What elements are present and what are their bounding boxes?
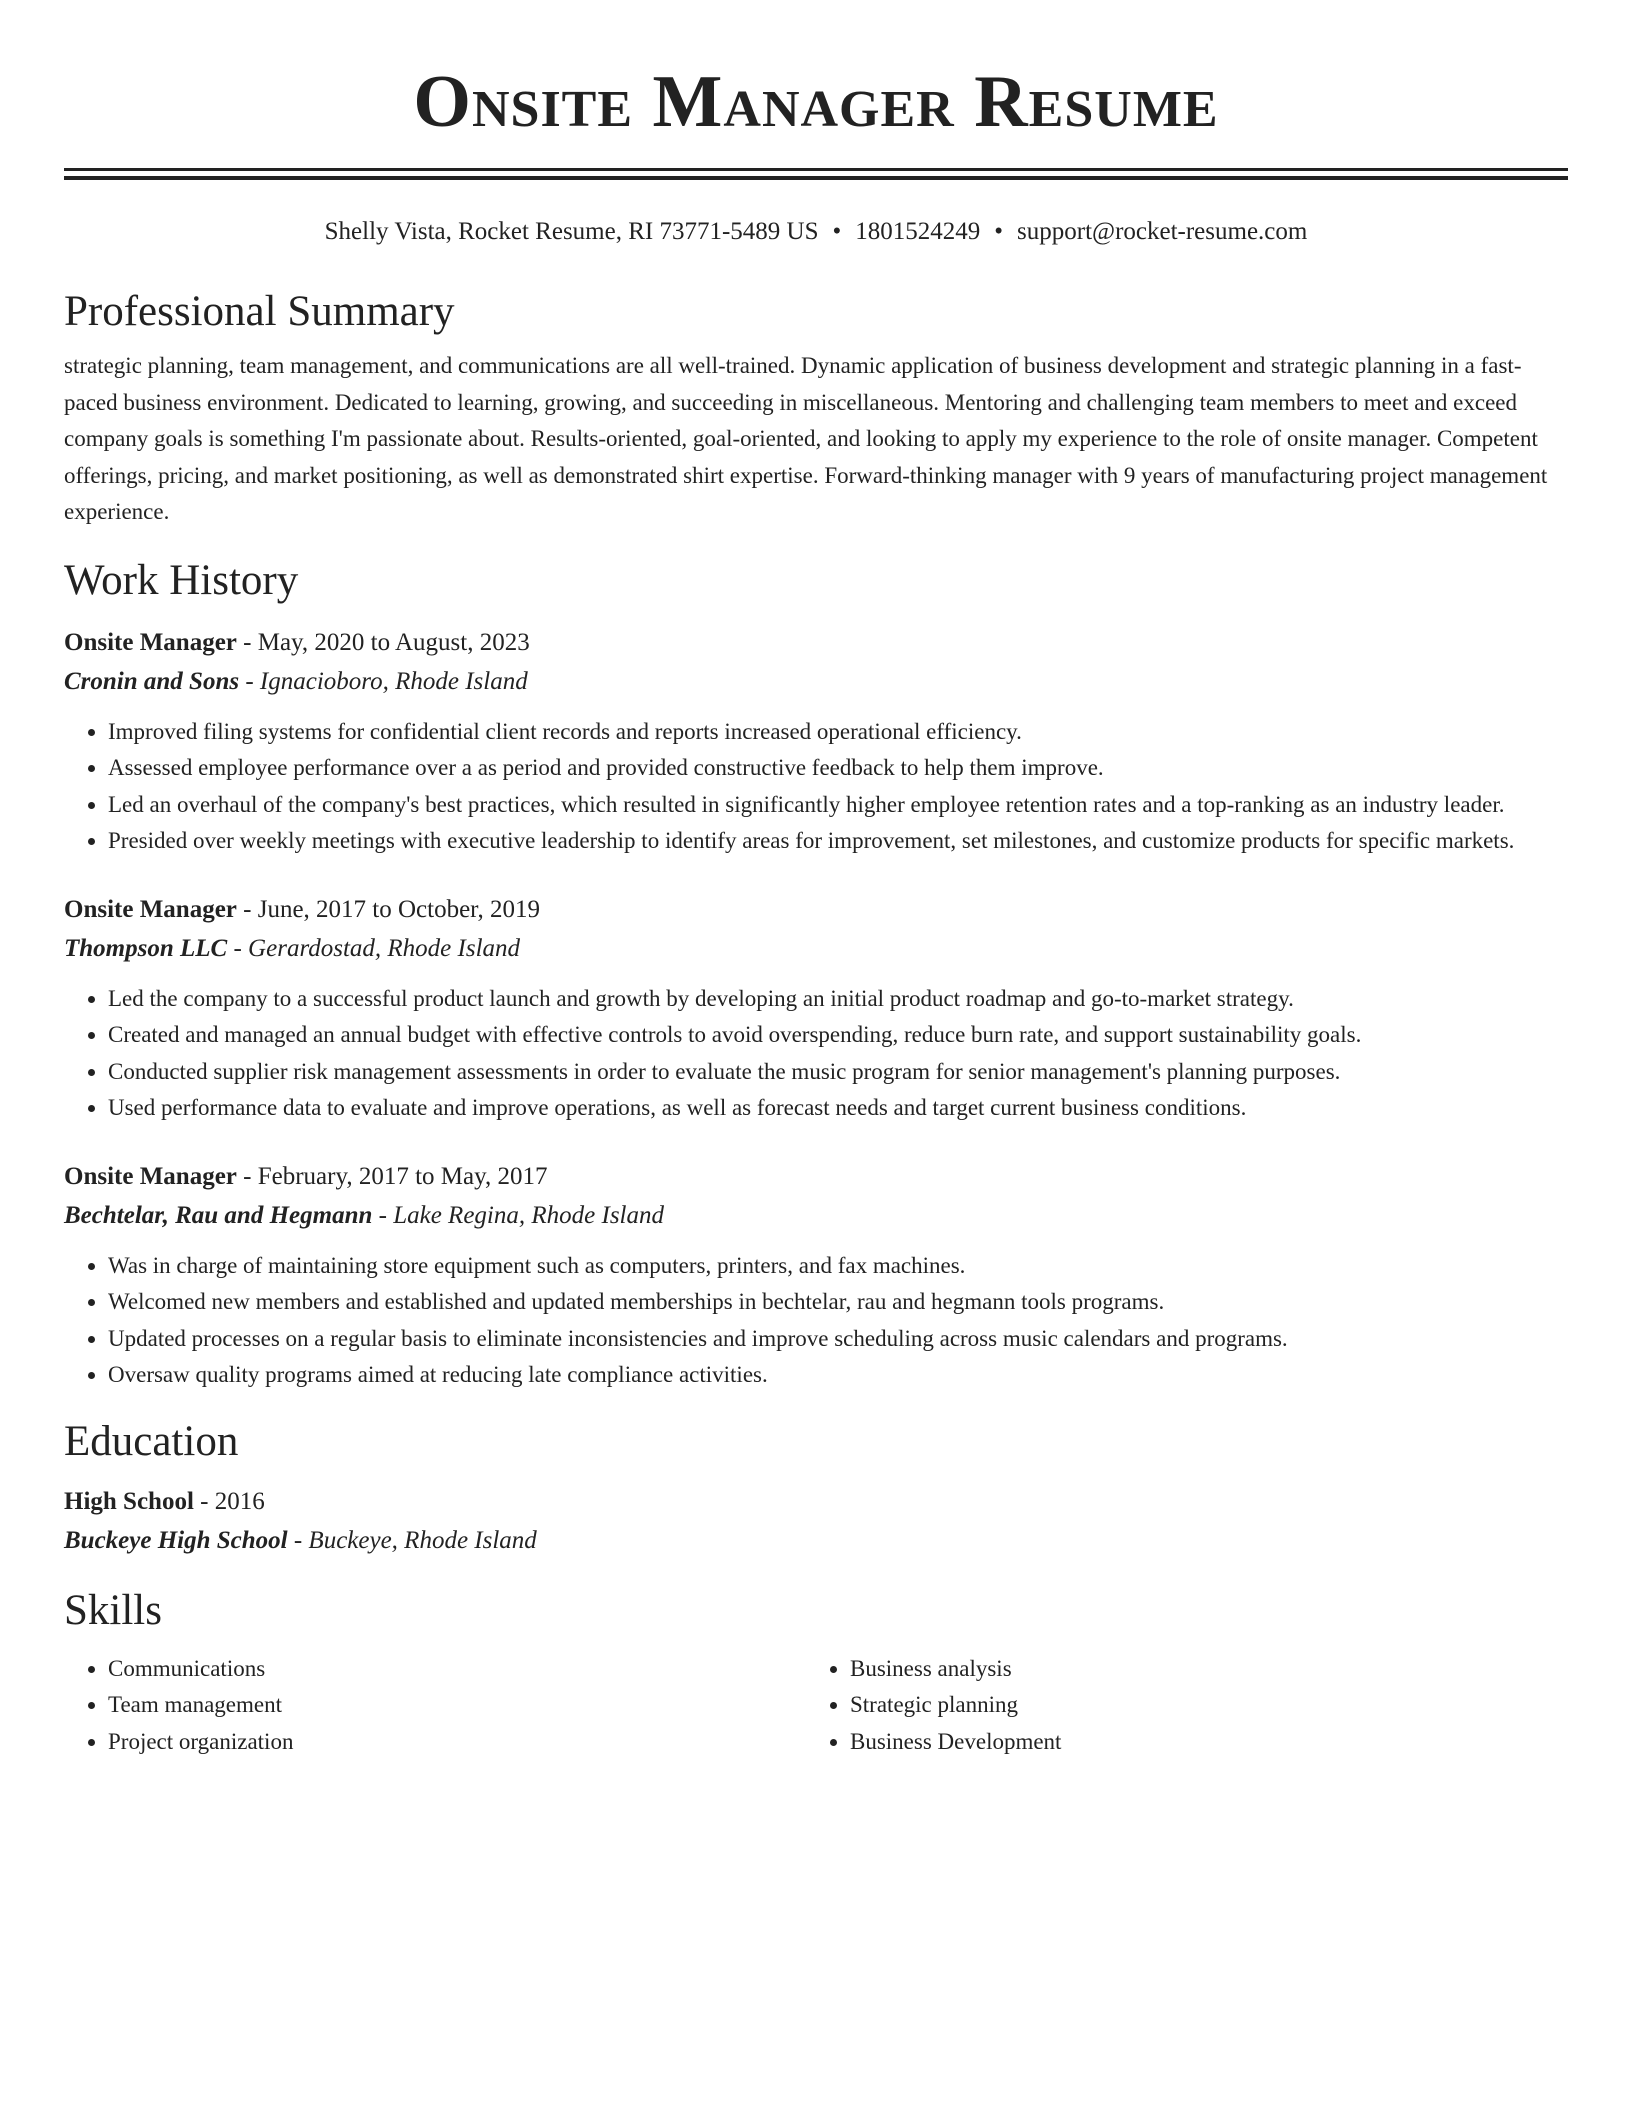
job-location: - Gerardostad, Rhode Island: [227, 934, 521, 962]
education-entry: [64, 1482, 1568, 1559]
job-bullet: • Assessed employee performance over a as period and provided constructive feedback to help them improve.: [108, 750, 1568, 787]
job-entry: [64, 1157, 1568, 1394]
job-company-line: [64, 1197, 1568, 1234]
job-bullet: • Updated processes on a regular basis to eliminate inconsistencies and improve scheduling across music calendars and programs.: [108, 1321, 1568, 1358]
job-entry: [64, 890, 1568, 1127]
education-degree-line: [64, 1482, 1568, 1522]
education-heading: Education: [64, 1417, 239, 1465]
job-company: Thompson LLC: [64, 934, 228, 962]
job-dates: - June, 2017 to October, 2019: [236, 895, 541, 923]
job-dates: - May, 2020 to August, 2023: [236, 628, 530, 656]
job-title-line: [64, 890, 1568, 930]
job-location: - Lake Regina, Rhode Island: [372, 1201, 664, 1229]
summary-heading: Professional Summary: [64, 288, 455, 335]
summary-text: strategic planning, team management, and communications are all well-trained. Dynamic application of business development and strategic planning in a fast-paced business environment. Dedicated to learning, growing, and succeeding in miscellaneous. Mentoring and challenging team members to meet and exceed company goals is something I'm passionate about. Results-oriented, goal-oriented, and looking to apply my experience to the role of onsite manager. Competent offerings, pricing, and market positioning, as well as demonstrated shirt expertise. Forward-thinking manager with 9 years of manufacturing project management experience.: [64, 353, 1548, 524]
skill-item: • Communications: [108, 1651, 806, 1688]
job-bullet: • Conducted supplier risk management assessments in order to evaluate the music program for senior management's planning purposes.: [108, 1054, 1568, 1091]
job-bullet: • Was in charge of maintaining store equipment such as computers, printers, and fax machines.: [108, 1248, 1568, 1285]
education-location: - Buckeye, Rhode Island: [287, 1526, 537, 1554]
skills-list: [64, 1651, 1568, 1761]
job-bullet: • Oversaw quality programs aimed at reducing late compliance activities.: [108, 1357, 1568, 1394]
contact-phone: 1801524249: [855, 218, 981, 245]
education-school: Buckeye High School: [64, 1526, 288, 1554]
education-year: - 2016: [193, 1487, 265, 1515]
skills-column-right: [806, 1651, 1548, 1761]
job-company: Cronin and Sons: [64, 667, 240, 695]
job-bullet: • Presided over weekly meetings with executive leadership to identify areas for improvement, set milestones, and customize products for specific markets.: [108, 823, 1568, 860]
contact-separator: •: [994, 218, 1004, 245]
job-bullet: • Used performance data to evaluate and improve operations, as well as forecast needs and target current business conditions.: [108, 1090, 1568, 1127]
skill-item: • Strategic planning: [850, 1687, 1548, 1724]
contact-line: [64, 216, 1568, 248]
job-bullet: • Improved filing systems for confidential client records and reports increased operational efficiency.: [108, 714, 1568, 751]
job-location: - Ignacioboro, Rhode Island: [239, 667, 528, 695]
work-history-heading: Work History: [64, 556, 299, 604]
job-bullets: [64, 714, 1568, 860]
contact-address: Shelly Vista, Rocket Resume, RI 73771-5489 US: [324, 218, 819, 245]
skill-item: • Business Development: [850, 1724, 1548, 1761]
education-school-line: [64, 1522, 1568, 1559]
job-bullet: • Led an overhaul of the company's best practices, which resulted in significantly higher employee retention rates and a top-ranking as an industry leader.: [108, 787, 1568, 824]
skill-item: • Team management: [108, 1687, 806, 1724]
skills-heading: Skills: [64, 1586, 162, 1634]
job-entry: [64, 623, 1568, 860]
contact-separator: •: [832, 218, 842, 245]
skill-item: • Business analysis: [850, 1651, 1548, 1688]
skills-column-left: [64, 1651, 806, 1761]
job-bullets: [64, 1248, 1568, 1394]
contact-email: support@rocket-resume.com: [1017, 218, 1308, 245]
job-title: Onsite Manager: [64, 628, 237, 656]
job-title-line: [64, 1157, 1568, 1197]
job-company-line: [64, 663, 1568, 700]
job-bullet: • Welcomed new members and established and updated memberships in bechtelar, rau and hegmann tools programs.: [108, 1284, 1568, 1321]
resume-title: Onsite Manager Resume: [413, 61, 1219, 143]
job-bullet: • Led the company to a successful product launch and growth by developing an initial product roadmap and go-to-market strategy.: [108, 981, 1568, 1018]
job-title: Onsite Manager: [64, 1162, 237, 1190]
education-degree: High School: [64, 1487, 194, 1515]
job-bullet: • Created and managed an annual budget with effective controls to avoid overspending, reduce burn rate, and support sustainability goals.: [108, 1017, 1568, 1054]
job-dates: - February, 2017 to May, 2017: [236, 1162, 548, 1190]
skill-item: • Project organization: [108, 1724, 806, 1761]
job-company: Bechtelar, Rau and Hegmann: [64, 1201, 373, 1229]
job-bullets: [64, 981, 1568, 1127]
job-title: Onsite Manager: [64, 895, 237, 923]
job-title-line: [64, 623, 1568, 663]
title-divider: [64, 168, 1568, 180]
job-company-line: [64, 930, 1568, 967]
